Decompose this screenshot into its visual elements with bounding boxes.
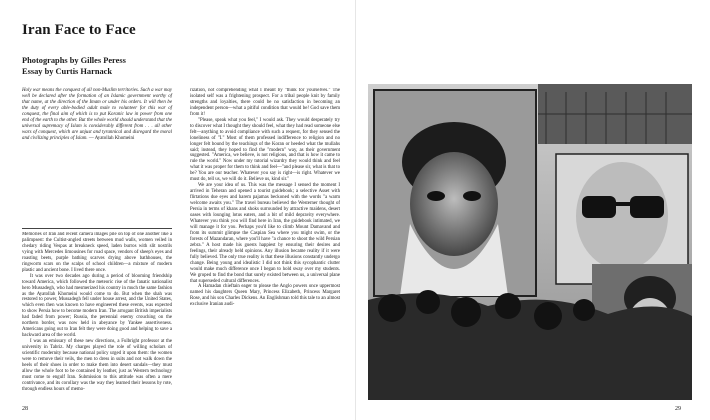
crowd-silhouette: [368, 293, 692, 400]
paragraph: rization, not comprehending what I meant by "think for yourselves." The isolated self was a frightening prospect. For a tribal people knit by family strengths and loyalties, there could be no satisfaction in becoming an independent person—what a pitiful condition that would be! God save them from it!: [190, 88, 340, 117]
page-number-left: 28: [22, 406, 28, 412]
byline: [22, 56, 126, 77]
glasses-left-lens: [582, 196, 616, 218]
paragraph: I was an emissary of these new directions, a Fulbright professor at the university in Tabriz. My charges played the role of willing scholars of scientific modernity because national policy urged it upon them: the women were to remove their veils, the men to dress in suits and not walk down the heels of their shoes in order to make them into desert sandals—they must allow the whole foot to be contained by leather, just as Western technology must come to engulf Iran. Submission to this attitude was often a mere contrivance, and its corollary was the way they learned their lessons by rote, through endless hours of memo-: [22, 339, 172, 392]
paragraph: "Please, speak what you feel," I would ask. They would desperately try to discover what I thought they should feel, what they had read someone else felt—anything to avoid compliance with such a request, for they sensed the loneliness of "I." Most of them professed indifference to religion and no longer felt bound by the teachings of the Koran or heeded what the mullahs said; instead, they hoped to find the "modern" way, as their government suggested. "America, we believe, is not religious, and that is how it came to rule the world." Now under my tutorial wizardry they would think and feel what it was proper for them to think and feel—"and please sir, what is that to be? You are our teacher. Whatever you say is right—is right. Whatever we must do, tell us, we will do it. Believe us, kind sir.": [190, 117, 340, 183]
glasses-bridge: [614, 202, 632, 206]
paragraph: It was over two decades ago during a period of blooming friendship toward America, which followed the meteoric rise of the fanatic nationalist hero Mussadegh, who had mesmerized his country in much the same fashion as the Ayatollah Khomeini would come to do. But when the shah was restored to power, Mussadegh fell under house arrest, and the United States, which even then was known to have engineered these events, was expected to show Persia how to become modern Iran. The arrogant British imperialists had faded from power; Russia, the perennial enemy crouching on the northern border, was now held in abeyance by Yankee assertiveness. Americans going out to Iran felt they were doing good and helping to save a backward area of the world.: [22, 273, 172, 339]
epigraph-text: Holy war means the conquest of all non-Muslim territories. Such a war may well be declared after the formation of an Islamic government worthy of that name, at the direction of the Imam or under his orders. It will then be the duty of every able-bodied adult male to volunteer for this war of conquest, the final aim of which is to put Koranic law in power from one end of the earth to the other. But the whole world should understand that the universal supremacy of Islam is considerably different from . . . all other wars of conquest, which are unjust and tyrannical and disregard the moral and civilizing principles of Islam.: [22, 88, 172, 142]
body-column-1: [22, 232, 172, 407]
glasses-right-lens: [630, 196, 664, 218]
protest-photograph: [368, 84, 692, 400]
page-number-right: 29: [675, 406, 681, 412]
paragraph: A Hamadan chieftain eager to please the Anglo powers once uppermost named his daughters Queen Mary, Princess Elizabeth, Princess Margaret Rose, and his son Charles Dickens. An Englishman told this tale to an almost exclusive Iranian audi-: [190, 284, 340, 308]
article-title: Iran Face to Face: [22, 22, 136, 38]
paragraph: We are your idea of us. This was the message I sensed the moment I arrived in Teheran and opened a tourist guidebook; a selective Asset with flirtations due eyes and harem pajamas beckoned with the words "a warm welcome awaits you." The travel bureau believed the Westerner thought of Persia in terms of khans and shoks surrounded by attractive maidens, desert oases with lounging lotus eaters, and a bit of mild depravity everywhere. Whatever you think you will find here in Iran, the guidebook intimated, we will manage it for you. Perhaps you'd like to climb Mount Damavand and from its summit glimpse the Caspian Sea where you might swim, or the forests of Mazandaran, where you'll have "a chance to shoot the wild Persian zebra." A host made his guests happiest by ensuring their desires and feelings, their already held opinions. Any illusion became reality if it were fully believed. The only true reality is that these illusions constantly undergo change. Being young and idealistic I did not think this sycophantic clutter would make much difference once I began to hold sway over my students. We groped to find the bond that surely existed between us, a universal plane that superseded cultural differences.: [190, 183, 340, 284]
body-column-2: [190, 88, 340, 410]
essayist-credit: Essay by Curtis Harnack: [22, 66, 113, 76]
epigraph: [22, 88, 172, 142]
epigraph-attribution: — Ayatollah Khomeini: [88, 136, 135, 142]
epigraph-rule: [22, 228, 172, 229]
portrait-eye-left: [427, 191, 445, 201]
portrait-eye-right: [463, 191, 481, 201]
portrait-face: [410, 152, 498, 256]
paragraph: Memories of Iran and recent camera images pile on top of one another like a palimpsest: the Cultist-angled streets between mud walls, women veiled in chedary riding Vespas at breakneck speed, laden burros with slit nostrils vying with Mercedes limousines for road space, vendors of sheep's eyes and roasting beets, purple bathing scarves drying above bathhouses, the ringworm scars on the scalps of school children—a mixture of modern plastic and ancient bone. I lived there once.: [22, 232, 172, 273]
page-gutter: [355, 0, 356, 420]
photographer-credit: Photographs by Gilles Peress: [22, 56, 126, 65]
